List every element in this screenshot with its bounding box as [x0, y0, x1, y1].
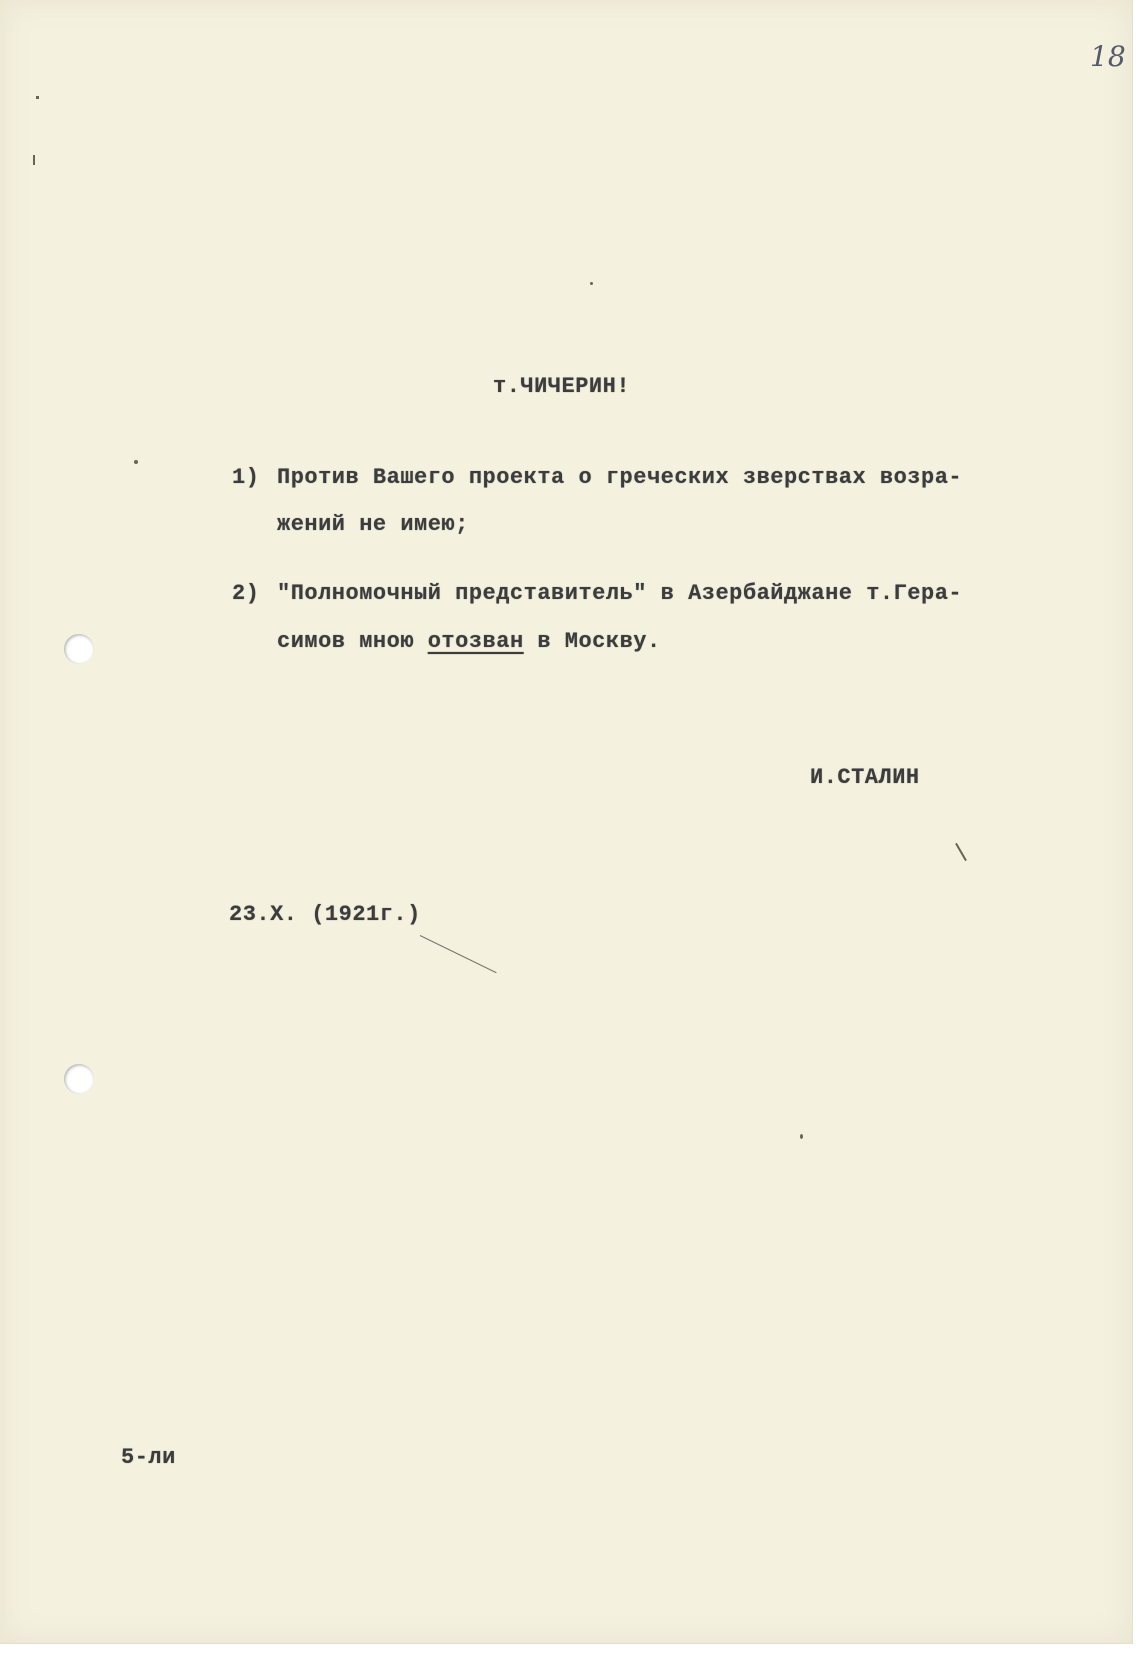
- margin-speck: [36, 96, 39, 99]
- item-2-line-1: "Полномочный представитель" в Азербайджане т.Гера-: [277, 581, 963, 606]
- pen-stroke: [955, 843, 967, 861]
- item-1-number: 1): [232, 465, 260, 490]
- punch-hole: [64, 1064, 94, 1094]
- item-1-line-1: Против Вашего проекта о греческих зверствах возра-: [277, 465, 963, 490]
- item-1-line-2: жений не имею;: [277, 512, 469, 537]
- margin-speck: [33, 155, 35, 165]
- item-2-number: 2): [232, 581, 260, 606]
- underlined-word: отозван: [427, 629, 524, 654]
- margin-speck: [134, 460, 138, 464]
- addressee-heading: т.ЧИЧЕРИН!: [493, 374, 631, 399]
- item-2-line-2-start: симов мною: [277, 629, 428, 654]
- document-date: 23.X. (1921г.): [229, 902, 421, 927]
- item-2-line-2: [277, 629, 661, 654]
- margin-speck: [800, 1134, 803, 1139]
- punch-hole: [64, 634, 94, 664]
- signature: И.СТАЛИН: [810, 765, 920, 790]
- margin-speck: [590, 282, 593, 285]
- handwritten-page-number: 18: [1090, 40, 1126, 73]
- item-2-line-2-end: в Москву.: [523, 629, 661, 654]
- pen-stroke: [420, 935, 497, 973]
- footer-code: 5-ли: [121, 1445, 176, 1470]
